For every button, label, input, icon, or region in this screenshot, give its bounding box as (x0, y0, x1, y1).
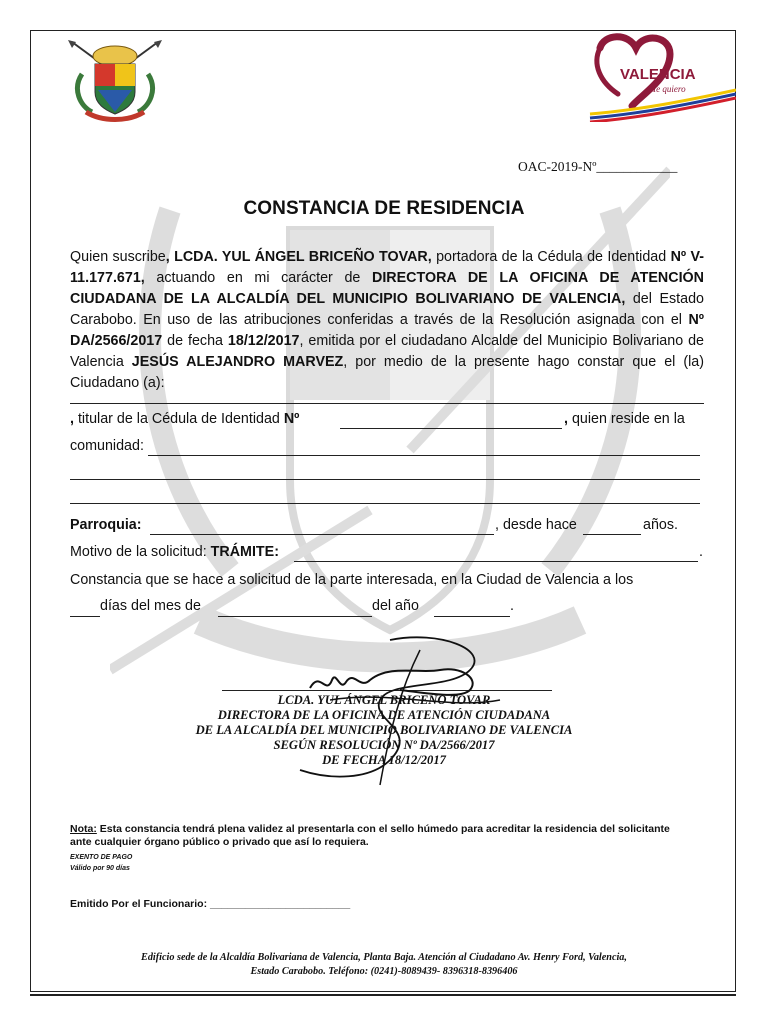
resolution-number: Nº DA/2566/2017 (70, 312, 704, 349)
signer-role-line-2: DE LA ALCALDÍA DEL MUNICIPIO BOLIVARIANO DE VALENCIA (195, 723, 573, 737)
day-field[interactable] (70, 616, 100, 617)
statement-text: Constancia que se hace a solicitud de la parte interesada, en la Ciudad de Valencia a los (70, 572, 634, 588)
year-text: del año (372, 598, 419, 614)
month-field[interactable] (218, 616, 372, 617)
footer-line-2: Estado Carabobo. Teléfono: (0241)-8089439- 8396318-8396406 (250, 966, 518, 977)
comma: , (70, 411, 74, 427)
resolution-date: 18/12/2017 (227, 333, 300, 349)
official-position: DIRECTORA DE LA OFICINA DE ATENCIÓN CIUDADANA DE LA ALCALDÍA DEL MUNICIPIO BOLIVARIANO DE VALENCIA, (70, 270, 704, 307)
years-field[interactable] (583, 534, 641, 535)
id-number-label: Nº (283, 411, 300, 427)
footer-line-1: Edificio sede de la Alcaldía Bolivariana de Valencia, Planta Baja. Atención al Ciudadano Av. Henry Ford, Valencia, (141, 952, 627, 963)
community-field-line-3[interactable] (70, 503, 700, 504)
document-title: CONSTANCIA DE RESIDENCIA (243, 198, 525, 219)
reference-number: OAC-2019-Nº____________ (518, 159, 678, 174)
period: . (510, 598, 514, 614)
frame-bottom-rule (30, 994, 736, 996)
since-text: , desde hace (495, 517, 577, 533)
id-row (70, 411, 299, 427)
days-text: días del mes de (100, 598, 201, 614)
text-segment: portadora de la Cédula de Identidad (431, 249, 671, 265)
official-name: , LCDA. YUL ÁNGEL BRICEÑO TOVAR, (165, 249, 432, 265)
text-segment: de fecha (162, 333, 228, 349)
parish-field[interactable] (150, 534, 494, 535)
resides-row (564, 411, 685, 427)
note-label: Nota: (70, 823, 97, 835)
official-id-number: Nº V-11.177.671, (70, 249, 704, 286)
brand-name: VALENCIA (620, 66, 696, 83)
issued-by: Emitido Por el Funcionario: ________________________ (70, 898, 351, 910)
resides-text: quien reside en la (567, 411, 685, 427)
citizen-name-field[interactable] (70, 403, 704, 404)
mayor-name: JESÚS ALEJANDRO MARVEZ (131, 354, 344, 370)
footer-address (0, 951, 768, 979)
brand-tagline: Te quiero (652, 84, 686, 94)
titular-text: titular de la Cédula de Identidad (73, 411, 284, 427)
text-segment: Quien suscribe (70, 249, 166, 265)
community-label: comunidad: (70, 438, 144, 454)
validity-text: Válido por 90 días (70, 865, 130, 872)
community-field-line-2[interactable] (70, 479, 700, 480)
text-segment: actuando en mi carácter de (144, 270, 372, 286)
coat-of-arms-icon (62, 34, 168, 124)
comma: , (564, 411, 568, 427)
reason-field[interactable] (294, 561, 698, 562)
signature-scribble-icon (270, 630, 510, 790)
signer-name: LCDA. YUL ÁNGEL BRICEÑO TOVAR (277, 693, 491, 707)
id-number-field[interactable] (340, 428, 562, 429)
community-field[interactable] (148, 455, 700, 456)
text-segment: , emitida por el ciudadano Alcalde del Municipio Bolivariano de Valencia (70, 333, 704, 370)
reason-row (70, 544, 279, 560)
intro-paragraph (70, 247, 704, 394)
signer-resolution: SEGÚN RESOLUCIÓN Nº DA/2566/2017 (273, 738, 495, 752)
exemption-block (70, 852, 132, 874)
year-field[interactable] (434, 616, 510, 617)
exento-text: EXENTO DE PAGO (70, 854, 133, 861)
period: . (699, 544, 703, 560)
note (70, 823, 690, 849)
text-segment: del Estado Carabobo. En uso de las atribuciones conferidas a través de la Resolución asignada con el (70, 291, 704, 328)
years-text: años. (643, 517, 678, 533)
note-text: Esta constancia tendrá plena validez al presentarla con el sello húmedo para acreditar la residencia del solicitante ante cualquier órgano público o privado que así lo requiera. (70, 823, 670, 848)
reason-value: TRÁMITE: (210, 544, 279, 560)
text-segment: , por medio de la presente hago constar que el (la) Ciudadano (a): (70, 354, 704, 391)
reason-label: Motivo de la solicitud: (70, 544, 211, 560)
signer-role-line-1: DIRECTORA DE LA OFICINA DE ATENCIÓN CIUDADANA (217, 708, 551, 722)
signer-date: DE FECHA 18/12/2017 (322, 753, 446, 767)
parish-label: Parroquia: (70, 517, 142, 533)
